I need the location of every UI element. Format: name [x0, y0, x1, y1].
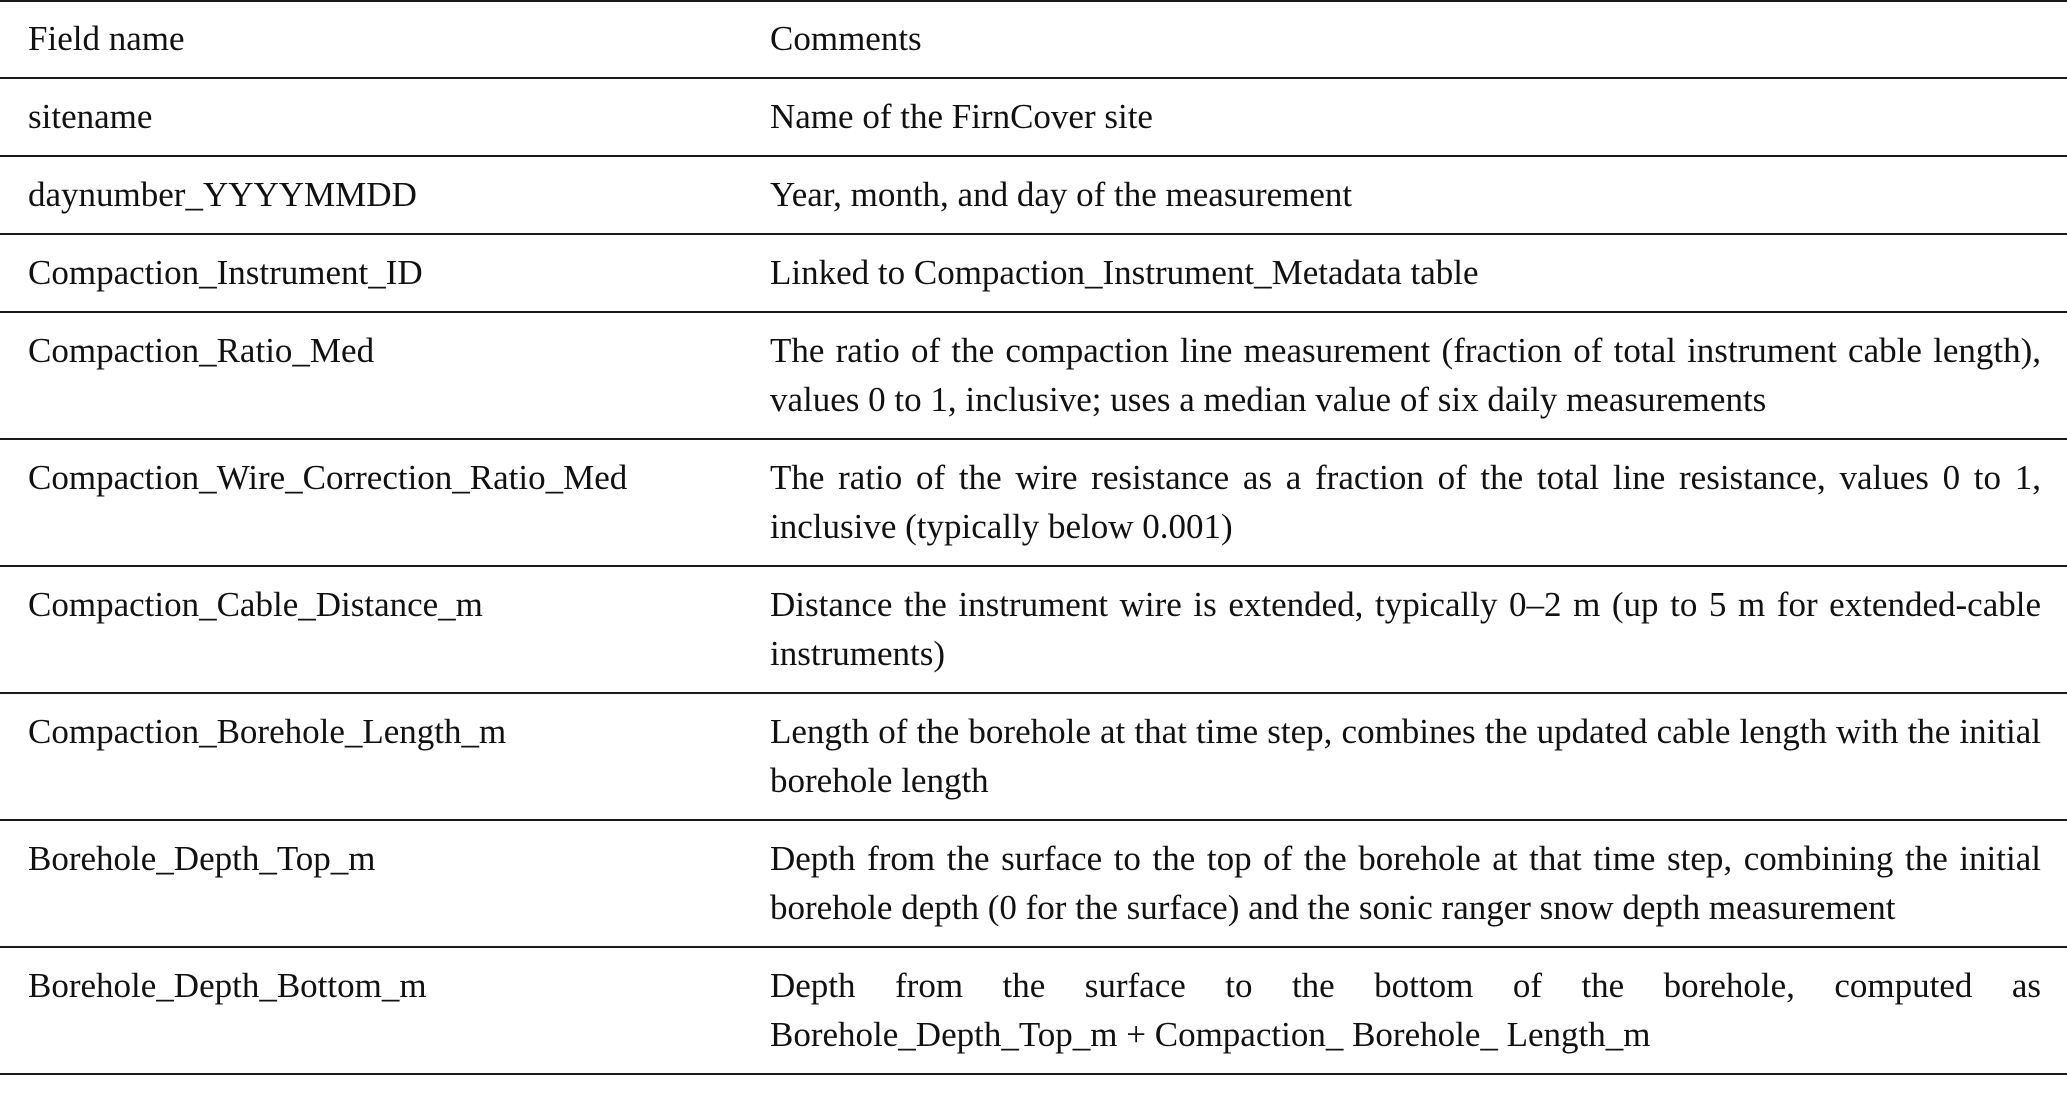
comment-cell: Name of the FirnCover site	[740, 78, 2067, 156]
field-name-cell: Compaction_Ratio_Med	[0, 312, 740, 439]
table-row	[0, 312, 2067, 439]
field-name-cell: daynumber_YYYYMMDD	[0, 156, 740, 234]
field-name-cell: Compaction_Borehole_Length_m	[0, 693, 740, 820]
table-header	[0, 1, 2067, 78]
header-comments: Comments	[740, 1, 2067, 78]
comment-cell: Distance the instrument wire is extended, typically 0–2 m (up to 5 m for extended-cable instruments)	[740, 566, 2067, 693]
field-name-cell: Compaction_Instrument_ID	[0, 234, 740, 312]
field-name-cell: Compaction_Wire_Correction_Ratio_Med	[0, 439, 740, 566]
comment-cell: The ratio of the wire resistance as a fraction of the total line resistance, values 0 to 1, inclusive (typically below 0.001)	[740, 439, 2067, 566]
table-row	[0, 566, 2067, 693]
comment-cell: Length of the borehole at that time step, combines the updated cable length with the initial borehole length	[740, 693, 2067, 820]
field-name-cell: Compaction_Cable_Distance_m	[0, 566, 740, 693]
field-name-cell: sitename	[0, 78, 740, 156]
field-name-cell: Borehole_Depth_Bottom_m	[0, 947, 740, 1074]
table-row	[0, 693, 2067, 820]
field-name-cell: Borehole_Depth_Top_m	[0, 820, 740, 947]
table-body	[0, 78, 2067, 1074]
table-row	[0, 947, 2067, 1074]
table-row	[0, 439, 2067, 566]
table-row	[0, 820, 2067, 947]
comment-cell: Year, month, and day of the measurement	[740, 156, 2067, 234]
table-row	[0, 156, 2067, 234]
comment-cell: Depth from the surface to the top of the borehole at that time step, combining the initial borehole depth (0 for the surface) and the sonic ranger snow depth measurement	[740, 820, 2067, 947]
table-row	[0, 78, 2067, 156]
comment-cell: Depth from the surface to the bottom of the borehole, computed as Borehole_Depth_Top_m + Compaction_ Borehole_ Length_m	[740, 947, 2067, 1074]
header-row	[0, 1, 2067, 78]
comment-cell: Linked to Compaction_Instrument_Metadata table	[740, 234, 2067, 312]
table-row	[0, 234, 2067, 312]
header-field-name: Field name	[0, 1, 740, 78]
comment-cell: The ratio of the compaction line measurement (fraction of total instrument cable length), values 0 to 1, inclusive; uses a median value of six daily measurements	[740, 312, 2067, 439]
